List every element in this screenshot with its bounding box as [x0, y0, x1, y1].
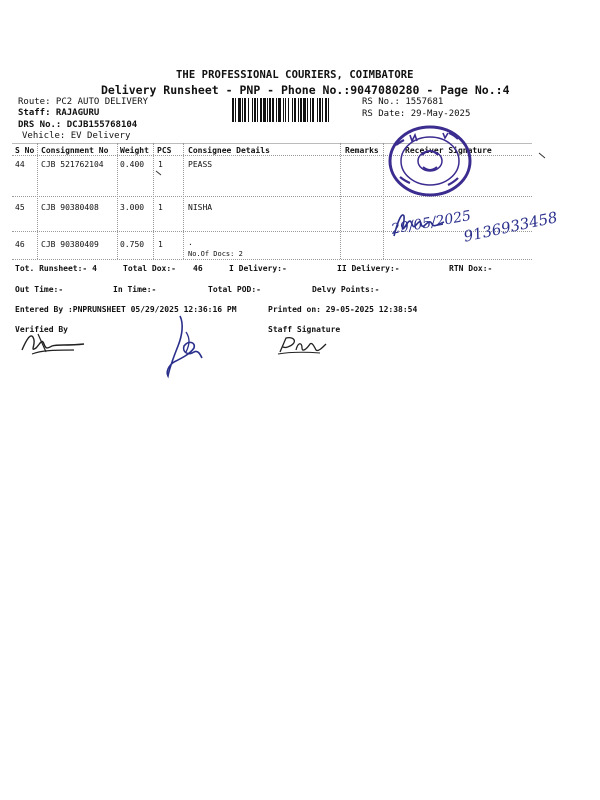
i-delivery: I Delivery:- [229, 264, 287, 273]
pen-tick-mark [538, 152, 548, 162]
header-weight: Weight [120, 146, 149, 155]
company-title: THE PROFESSIONAL COURIERS, COIMBATORE [176, 69, 414, 81]
row-45-consignee: NISHA [188, 203, 213, 212]
column-divider [340, 143, 341, 259]
pen-tick-mark [155, 170, 165, 178]
staff-signature-label: Staff Signature [268, 325, 341, 334]
authorized-signature [160, 312, 208, 382]
handwritten-phone: 9136933458 [462, 208, 560, 246]
rtn-dox: RTN Dox:- [449, 264, 493, 273]
entered-by: Entered By :PNPRUNSHEET 05/29/2025 12:36:16 PM [15, 305, 237, 314]
header-sno: S No [15, 146, 35, 155]
tot-runsheet: Tot. Runsheet:- 4 [15, 264, 97, 273]
staff-label: Staff: RAJAGURU [18, 108, 100, 118]
total-dox-value: 46 [193, 264, 203, 273]
rs-number: RS No.: 1557681 [362, 97, 444, 107]
vehicle-label: Vehicle: EV Delivery [22, 131, 131, 141]
row-46-consignee: . [188, 238, 193, 247]
row-divider [12, 231, 532, 232]
row-45-sno: 45 [15, 203, 25, 212]
column-divider [183, 143, 184, 259]
total-dox-label: Total Dox:- [123, 264, 176, 273]
header-pcs: PCS [157, 146, 172, 155]
no-of-docs: No.Of Docs: 2 [188, 250, 243, 258]
staff-signature [276, 334, 328, 356]
row-44-consignee: PEASS [188, 160, 213, 169]
row-46-consignment: CJB 90380409 [41, 240, 99, 249]
header-consignment: Consignment No [41, 146, 109, 155]
column-divider [383, 143, 384, 259]
row-44-consignment: CJB 521762104 [41, 160, 104, 169]
header-remarks: Remarks [345, 146, 379, 155]
verifier-signature [18, 330, 90, 356]
barcode [232, 98, 356, 122]
runsheet-subtitle: Delivery Runsheet - PNP - Phone No.:9047080280 - Page No.:4 [101, 83, 510, 97]
row-45-pcs: 1 [158, 203, 163, 212]
column-divider [153, 143, 154, 259]
row-45-consignment: CJB 90380408 [41, 203, 99, 212]
row-46-sno: 46 [15, 240, 25, 249]
row-46-pcs: 1 [158, 240, 163, 249]
row-44-weight: 0.400 [120, 160, 145, 169]
header-consignee: Consignee Details [188, 146, 270, 155]
header-receiver-signature: Receiver Signature [405, 146, 492, 155]
row-44-pcs: 1 [158, 160, 163, 169]
row-45-weight: 3.000 [120, 203, 145, 212]
column-divider [37, 143, 38, 259]
company-stamp [388, 125, 472, 197]
table-bottom-rule [12, 259, 532, 260]
delvy-points: Delvy Points:- [312, 285, 380, 294]
out-time: Out Time:- [15, 285, 64, 294]
ii-delivery: II Delivery:- [337, 264, 400, 273]
column-divider [117, 143, 118, 259]
rs-date: RS Date: 29-May-2025 [362, 109, 471, 119]
drs-number: DRS No.: DCJB155768104 [18, 120, 138, 130]
printed-on: Printed on: 29-05-2025 12:38:54 [268, 305, 418, 314]
in-time: In Time:- [113, 285, 157, 294]
route-label: Route: PC2 AUTO DELIVERY [18, 97, 149, 107]
handwritten-date: 29/05/2025 [390, 207, 473, 238]
verified-by-label: Verified By [15, 325, 68, 334]
total-pod: Total POD:- [208, 285, 261, 294]
row-44-sno: 44 [15, 160, 25, 169]
row-46-weight: 0.750 [120, 240, 145, 249]
